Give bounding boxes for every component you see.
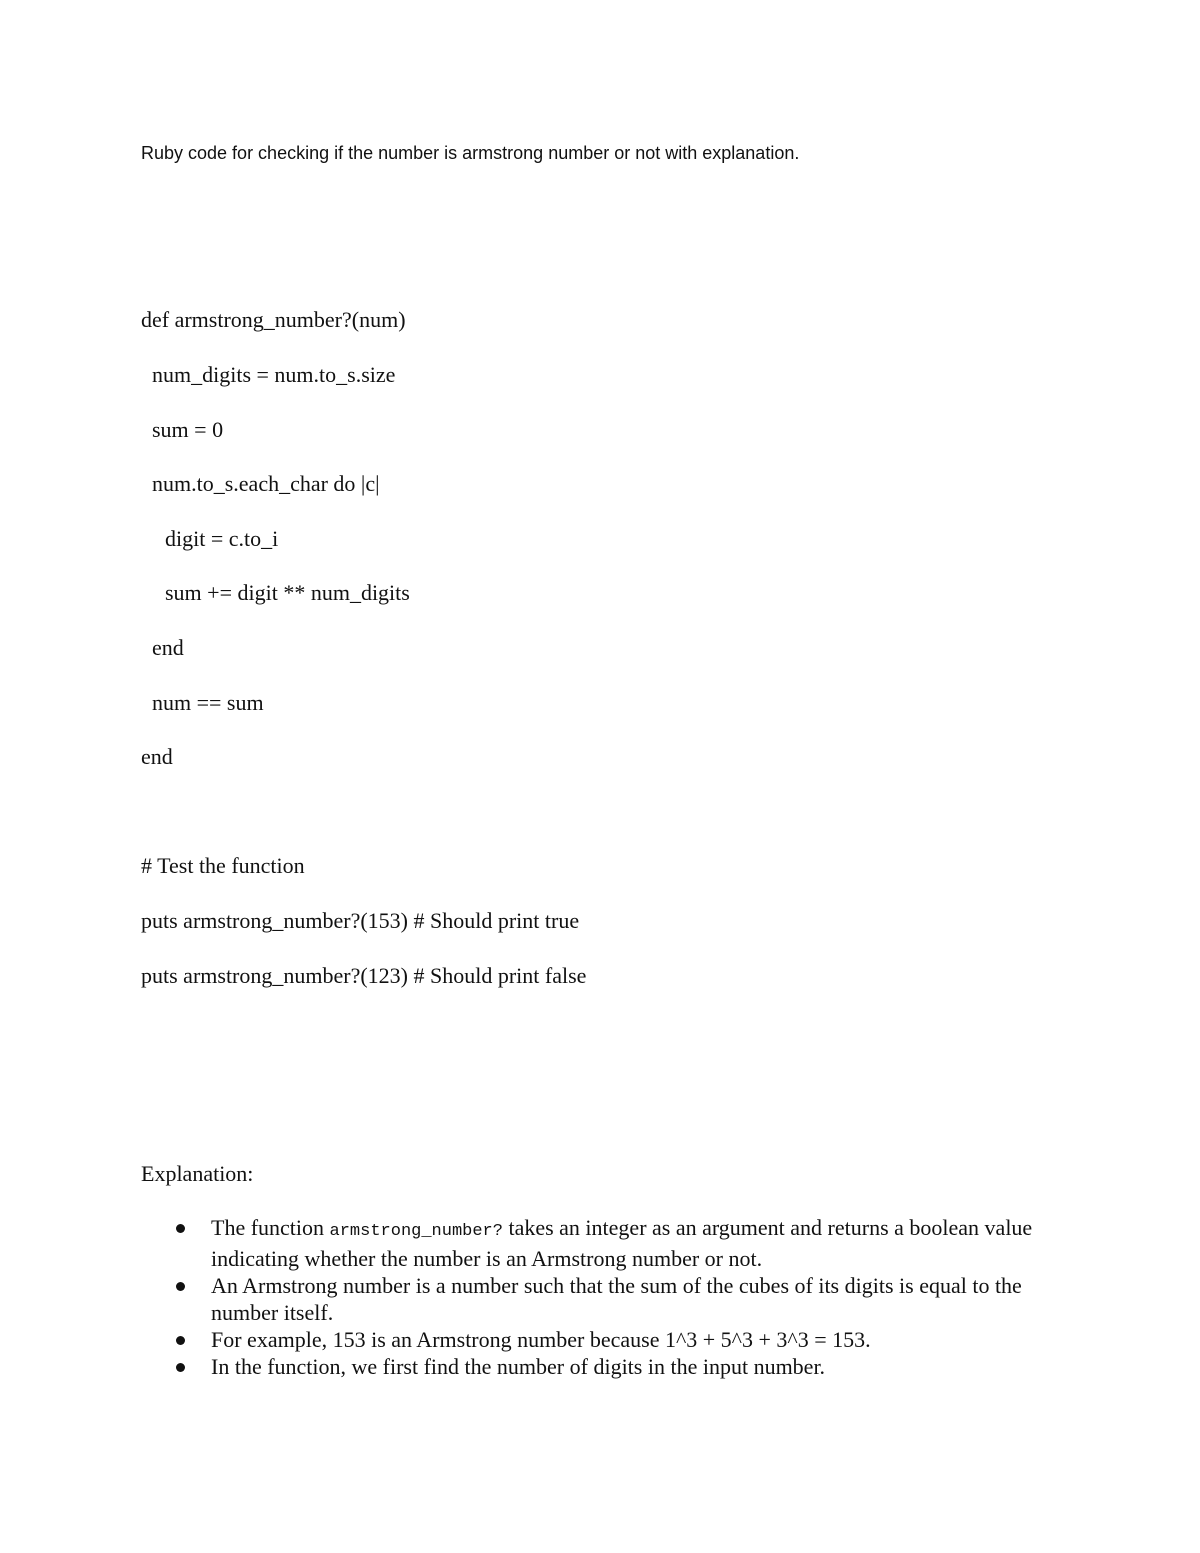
- bullet-icon: [176, 1282, 185, 1291]
- code-line: end: [141, 744, 173, 769]
- bullet-text: In the function, we first find the number of digits in the input number.: [211, 1354, 826, 1379]
- code-line: num.to_s.each_char do |c|: [152, 471, 380, 496]
- list-item: [141, 1272, 1061, 1326]
- bullet-icon: [176, 1224, 185, 1233]
- bullet-text: The function: [211, 1215, 330, 1240]
- bullet-text: An Armstrong number is a number such that the sum of the cubes of its digits is equal to the number itself.: [211, 1273, 1022, 1325]
- bullet-icon: [176, 1336, 185, 1345]
- inline-code: armstrong_number?: [329, 1222, 503, 1241]
- document-title: Ruby code for checking if the number is armstrong number or not with explanation.: [141, 143, 800, 163]
- list-item: [141, 1326, 1061, 1353]
- list-item: [141, 1353, 1061, 1380]
- code-line: sum += digit ** num_digits: [165, 580, 410, 605]
- code-line: end: [152, 635, 184, 660]
- code-line: num == sum: [152, 690, 264, 715]
- code-line: def armstrong_number?(num): [141, 307, 406, 332]
- code-line: num_digits = num.to_s.size: [152, 362, 396, 387]
- code-line: puts armstrong_number?(123) # Should print false: [141, 963, 587, 988]
- bullet-text: For example, 153 is an Armstrong number because 1^3 + 5^3 + 3^3 = 153.: [211, 1327, 871, 1352]
- explanation-heading: Explanation:: [141, 1161, 254, 1186]
- code-comment: # Test the function: [141, 853, 305, 878]
- code-line: digit = c.to_i: [165, 526, 279, 551]
- bullet-icon: [176, 1363, 185, 1372]
- code-line: sum = 0: [152, 417, 224, 442]
- explanation-list: [141, 1214, 1061, 1380]
- list-item: [141, 1214, 1061, 1272]
- bullet-text: takes an integer as an argument and returns a boolean value indicating whether the number is an Armstrong number or not.: [211, 1215, 1033, 1271]
- code-line: puts armstrong_number?(153) # Should print true: [141, 908, 580, 933]
